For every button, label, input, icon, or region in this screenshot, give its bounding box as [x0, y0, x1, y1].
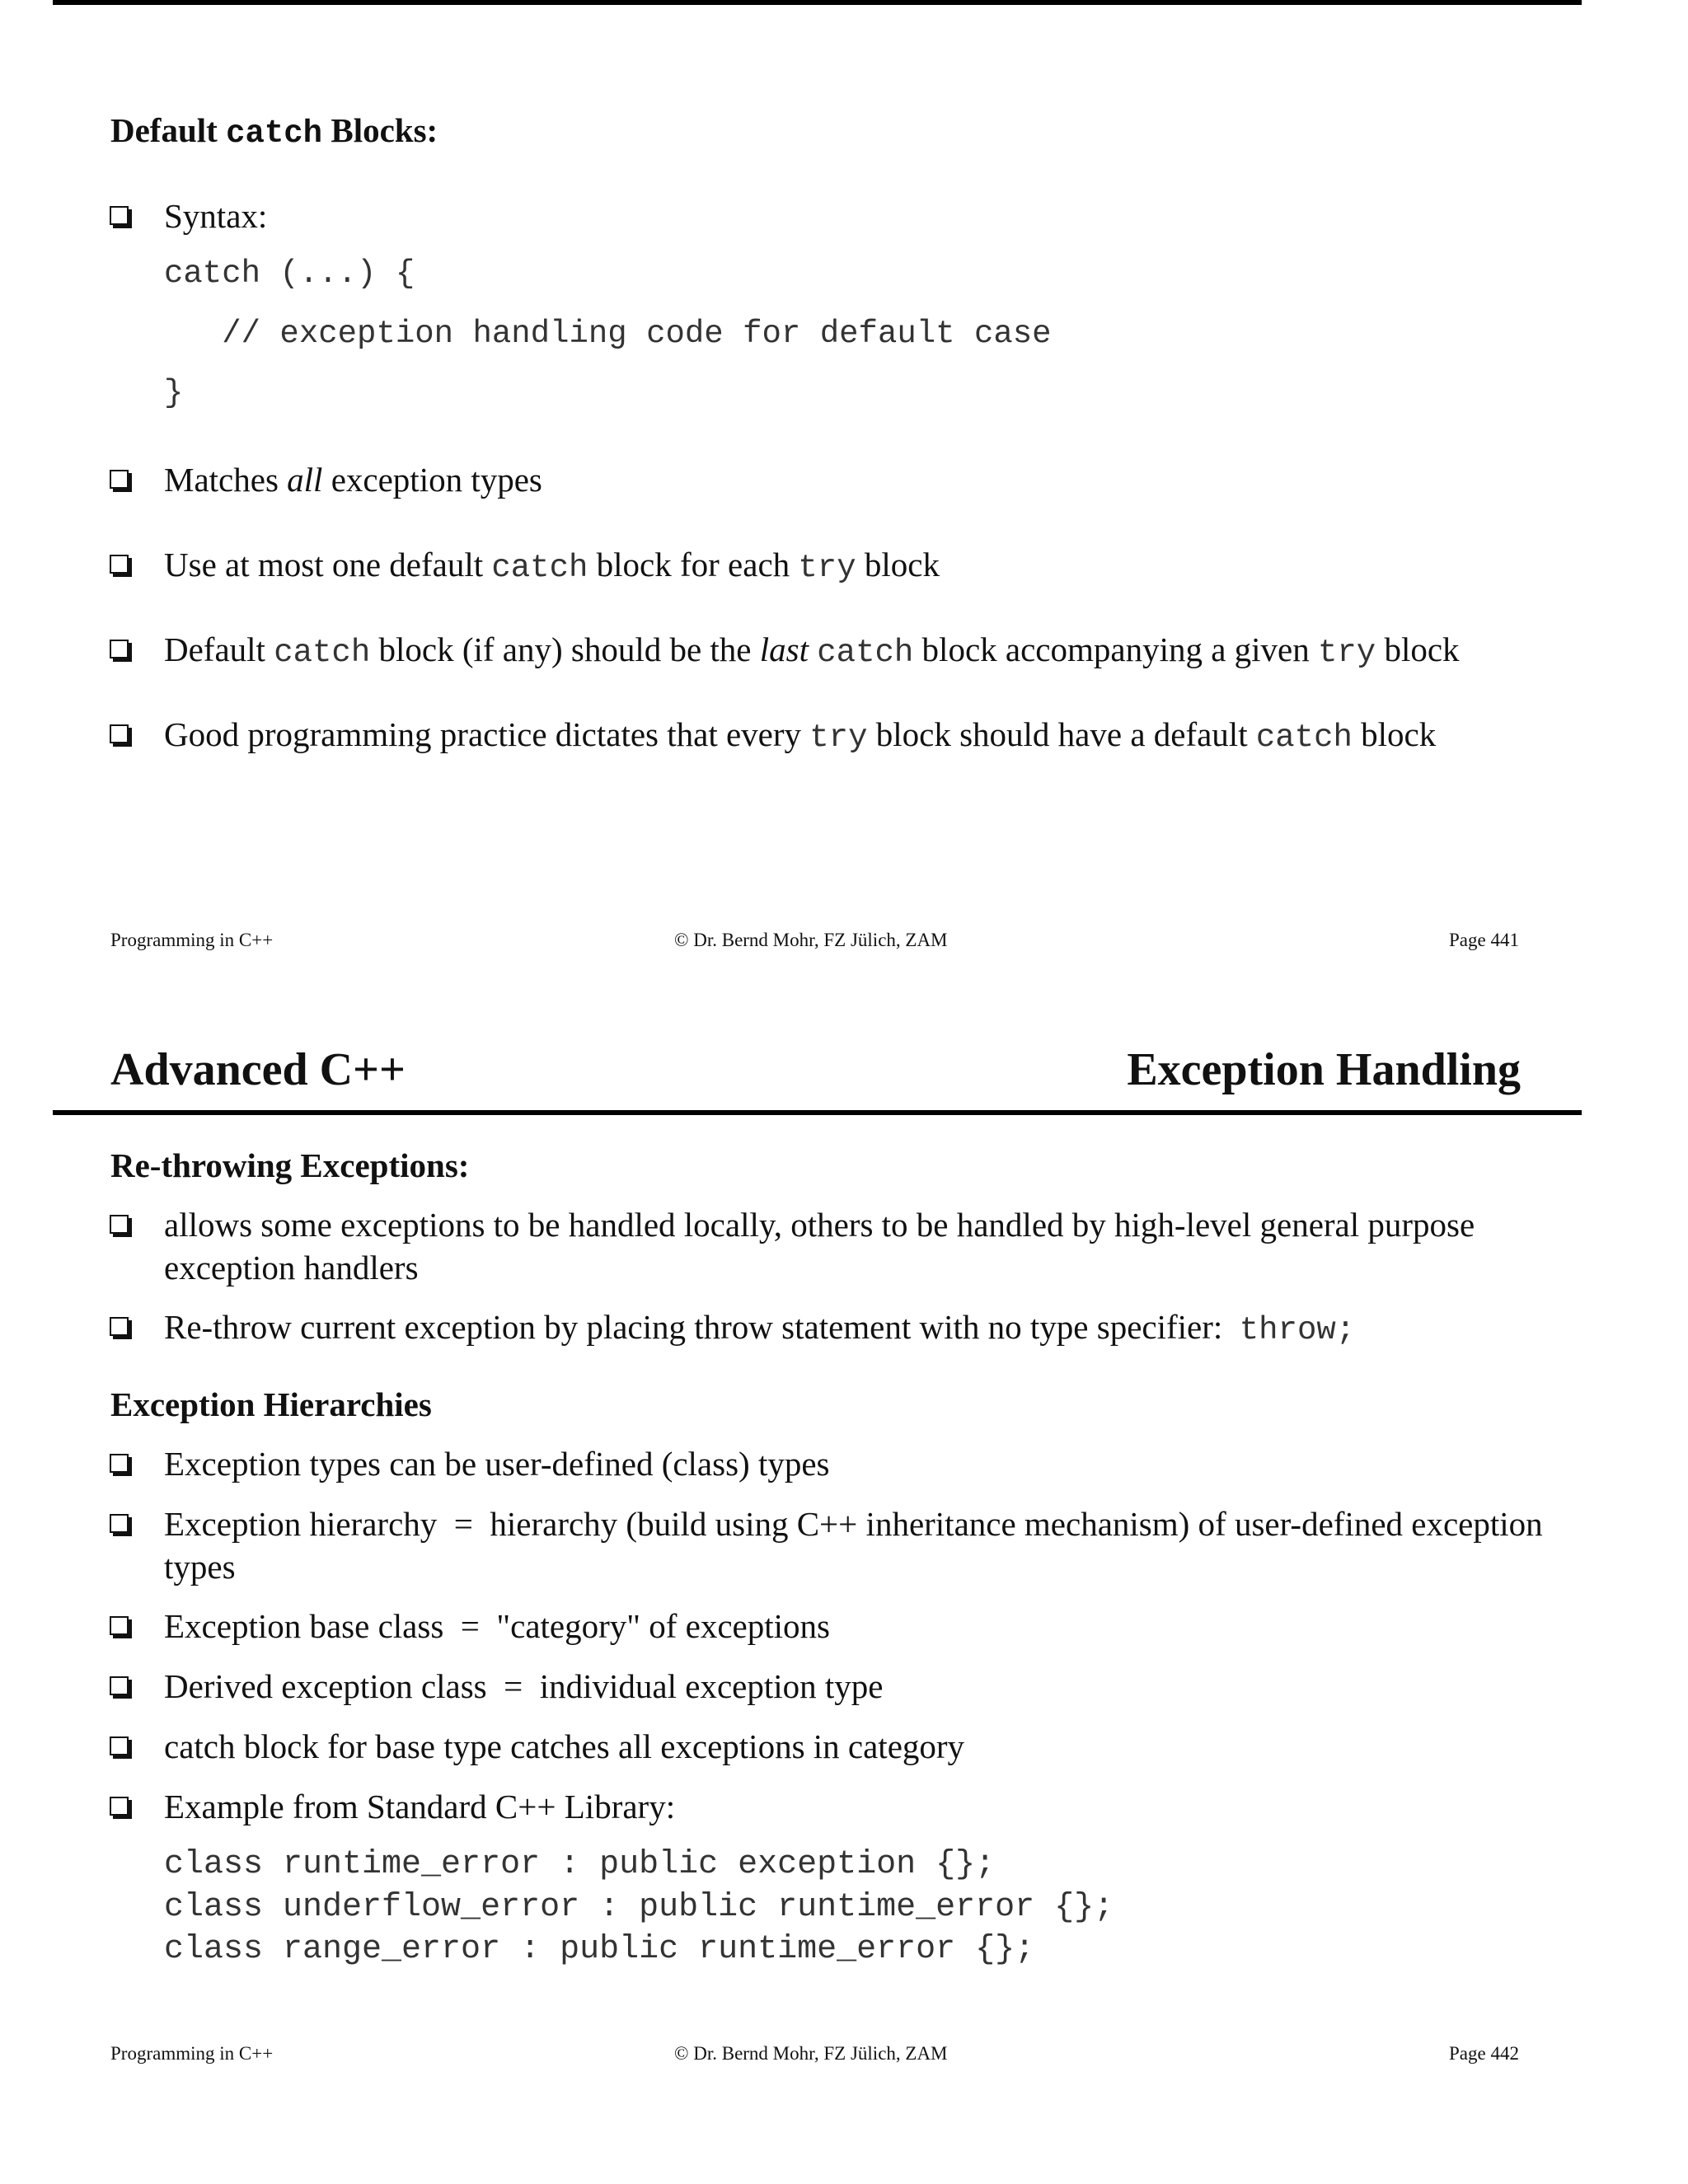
- checkbox-bullet-icon: [110, 640, 129, 658]
- checkbox-bullet-icon: [110, 1676, 129, 1695]
- footer-page-number: Page 441: [1449, 930, 1519, 950]
- code-line: class range_error : public runtime_error {};: [164, 1931, 1035, 1968]
- code-line: class underflow_error : public runtime_error {};: [164, 1889, 1114, 1926]
- code-line: }: [164, 375, 184, 411]
- checkbox-bullet-icon: [110, 1215, 129, 1234]
- bullet-text: Use at most one default catch block for each try block: [164, 546, 940, 586]
- checkbox-bullet-icon: [110, 206, 129, 225]
- bullet-text: Example from Standard C++ Library:: [164, 1788, 676, 1825]
- slide-title-left: Advanced C++: [110, 1044, 406, 1095]
- checkbox-bullet-icon: [110, 1797, 129, 1816]
- bullet-text: Exception base class = "category" of exceptions: [164, 1607, 830, 1645]
- code-line: catch (...) {: [164, 255, 415, 292]
- checkbox-bullet-icon: [110, 1514, 129, 1533]
- title-rule: [53, 1110, 1582, 1115]
- bullet-text: Exception types can be user-defined (class) types: [164, 1445, 830, 1483]
- checkbox-bullet-icon: [110, 1317, 129, 1336]
- heading-text: Default: [110, 111, 227, 149]
- bullet-text: catch block for base type catches all exceptions in category: [164, 1727, 965, 1765]
- slide-title-right: Exception Handling: [1127, 1044, 1521, 1095]
- footer-left: Programming in C++: [110, 930, 274, 950]
- heading-text: Blocks:: [322, 111, 438, 149]
- checkbox-bullet-icon: [110, 1616, 129, 1635]
- footer-center: © Dr. Bernd Mohr, FZ Jülich, ZAM: [674, 930, 948, 950]
- heading-code: catch: [226, 115, 323, 152]
- checkbox-bullet-icon: [110, 1736, 129, 1755]
- checkbox-bullet-icon: [110, 470, 129, 489]
- bullet-text: Default catch block (if any) should be the last catch block accompanying a given try block: [164, 630, 1460, 671]
- bullet-text: Matches all exception types: [164, 461, 542, 499]
- checkbox-bullet-icon: [110, 555, 129, 574]
- bullet-text: Syntax:: [164, 197, 268, 235]
- bullet-text: Good programming practice dictates that every try block should have a default catch block: [164, 715, 1437, 756]
- bullet-text: Derived exception class = individual exception type: [164, 1667, 884, 1705]
- checkbox-bullet-icon: [110, 1454, 129, 1473]
- section-heading: [110, 110, 438, 152]
- section-heading: Exception Hierarchies: [110, 1385, 432, 1423]
- section-heading: Re-throwing Exceptions:: [110, 1146, 470, 1184]
- checkbox-bullet-icon: [110, 724, 129, 743]
- footer-center: © Dr. Bernd Mohr, FZ Jülich, ZAM: [674, 2043, 948, 2064]
- bullet-text: allows some exceptions to be handled locally, others to be handled by high-level general purpose exception handlers: [164, 1206, 1475, 1286]
- footer-page-number: Page 442: [1449, 2043, 1519, 2064]
- bullet-text: Re-throw current exception by placing throw statement with no type specifier: throw;: [164, 1308, 1356, 1348]
- bullet-text: Exception hierarchy = hierarchy (build using C++ inheritance mechanism) of user-defined exception types: [164, 1505, 1551, 1586]
- code-line: // exception handling code for default case: [164, 316, 1052, 352]
- top-rule: [53, 0, 1582, 5]
- code-line: class runtime_error : public exception {};: [164, 1846, 996, 1883]
- footer-left: Programming in C++: [110, 2043, 274, 2064]
